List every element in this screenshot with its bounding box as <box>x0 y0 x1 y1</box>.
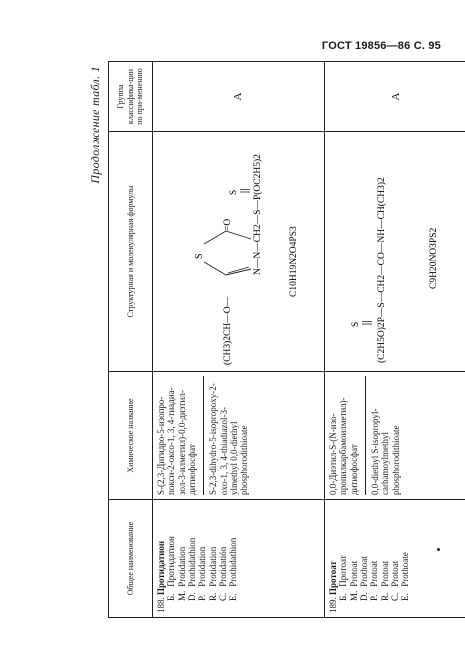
synonym-letter: C. <box>390 592 401 601</box>
synonym-item <box>380 504 390 613</box>
synonym-item <box>208 504 218 613</box>
synonym-name: Prothidathion <box>187 537 198 587</box>
synonym-letter: P. <box>197 594 208 601</box>
col-header-common-name: Общее наименование <box>109 500 153 618</box>
synonym-letter: D. <box>359 592 370 601</box>
synonym-name: Protoat <box>390 560 401 587</box>
table-header-row <box>109 62 153 618</box>
synonym-letter: Б. <box>166 593 177 601</box>
synonym-letter: D. <box>187 592 198 601</box>
col-header-chemical-name: Химическое название <box>109 372 153 500</box>
synonym-letter: P. <box>369 594 380 601</box>
carbonyl-group: =O <box>223 218 233 231</box>
synonym-name: Protidation <box>207 546 218 587</box>
chemical-name-en: 0,0-diethyl S-isopropyl-carbamoylmethyl phosphorodithioate <box>365 376 401 495</box>
synonym-name: Протоат <box>338 555 349 587</box>
isopropoxy-group: (CH3)2CH—O— <box>223 296 233 365</box>
synonym-name: Protidatión <box>218 546 229 587</box>
entry-title: Протидатион <box>156 540 166 595</box>
entry-title: Протоат <box>328 561 338 595</box>
molecular-formula: C10H19N2O4PS3 <box>289 226 299 297</box>
synonym-name: Protoat <box>369 560 380 587</box>
chemical-name-ru: S-(2,3-Дигидро-5-изопро-покси-2-оксо-1, 3, 4-тиадиа-зол-3-илметил)-0,0-диэтил-дитиофосфат <box>156 387 198 495</box>
synonym-item <box>400 504 410 613</box>
page-header <box>0 0 465 60</box>
synonym-item <box>359 504 369 613</box>
synonym-letter: Б. <box>338 593 349 601</box>
synonym-item <box>338 504 348 613</box>
thiophosphoryl-sulfur: S <box>229 189 239 195</box>
synonym-name: Prothoate <box>400 552 411 587</box>
chemical-name-cell <box>153 372 325 500</box>
prothoate-chain: (C2H5O)2P—S—CH2—CO—NH—CH(CH3)2 <box>377 177 387 363</box>
synonym-name: Protidation <box>176 546 187 587</box>
formula-cell <box>325 132 465 372</box>
synonym-name: Protidation <box>197 546 208 587</box>
table-row <box>325 62 465 618</box>
structural-formula-svg <box>328 137 452 367</box>
synonym-letter: E. <box>400 593 411 601</box>
chemical-name-en: S-2,3-dihydro-5-isopropoxy-2-oxo-1, 3, 4-thiadiazol-3-ylmethyl 0,0-diethyl phosphorodithioate <box>203 376 249 495</box>
synonym-letter: R. <box>379 592 390 601</box>
synonym-letter: E. <box>228 593 239 601</box>
synonym-letter: M. <box>348 590 359 601</box>
synonym-name: Protoat <box>348 560 359 587</box>
synonym-letter: C. <box>218 592 229 601</box>
chemical-name-ru: 0,0-Диэтил-S-(N-изо-пропилкарбамоилметил)-дитиофосфат <box>328 397 359 495</box>
synonym-letter: R. <box>207 592 218 601</box>
common-name-cell <box>153 500 325 618</box>
synonym-name: Prothidathion <box>228 537 239 587</box>
synonym-letter: M. <box>176 590 187 601</box>
table-row <box>153 62 325 618</box>
gost-page-header: ГОСТ 19856—86 С. 95 <box>321 40 441 52</box>
synonym-item <box>187 504 197 613</box>
synonym-item <box>177 504 187 613</box>
entry-number: 188. <box>156 597 166 613</box>
synonym-item <box>228 504 238 613</box>
continuation-label: Продолжение табл. 1 <box>88 66 102 184</box>
synonym-item <box>369 504 379 613</box>
synonym-name: Протидатион <box>166 536 177 587</box>
ring-sulfur: S <box>194 253 205 259</box>
synonym-name: Protoat <box>379 560 390 587</box>
stray-mark <box>437 548 440 551</box>
synonym-item <box>390 504 400 613</box>
thiophosphoryl-sulfur: S <box>351 321 361 327</box>
rotated-table-block <box>88 58 465 618</box>
formula-cell <box>153 132 325 372</box>
group-cell: А <box>325 62 465 132</box>
synonym-item <box>166 504 176 613</box>
synonym-name: Prothoat <box>359 556 370 587</box>
entry-number: 189. <box>328 597 338 613</box>
col-header-formula: Структурная и молекулярная формулы <box>109 132 153 372</box>
molecular-formula: C9H20NO3PS2 <box>429 227 439 289</box>
ring-structure <box>204 231 251 275</box>
col-header-group: Группа классифика-ции по при-менению <box>109 62 153 132</box>
structural-formula-svg <box>156 137 306 367</box>
synonym-item <box>218 504 228 613</box>
chemical-name-cell <box>325 372 465 500</box>
common-name-cell <box>325 500 465 618</box>
ring-nitrogen-chain: N—N—CH2—S—P(OC2H5)2 <box>253 154 263 275</box>
substances-table <box>108 61 465 618</box>
group-cell: А <box>153 62 325 132</box>
synonym-item <box>197 504 207 613</box>
synonym-item <box>349 504 359 613</box>
